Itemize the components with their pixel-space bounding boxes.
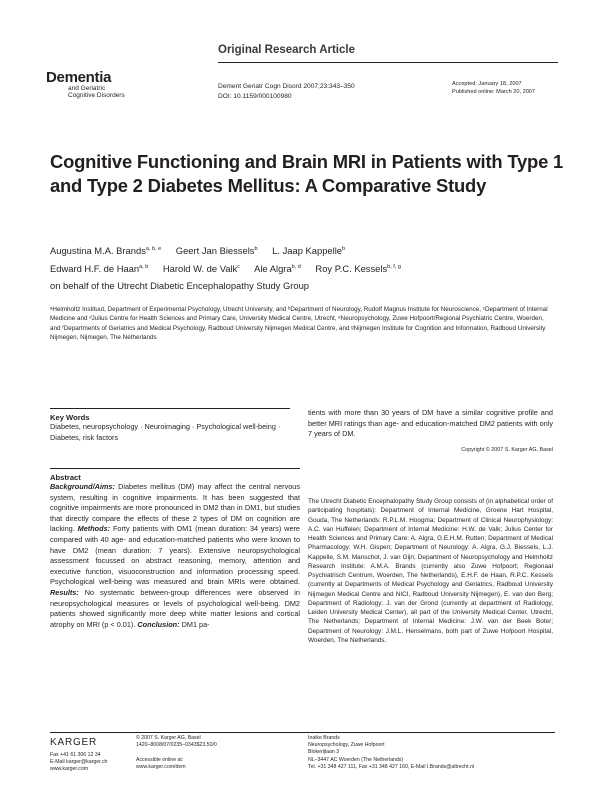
citation-block <box>218 82 355 101</box>
article-title: Cognitive Functioning and Brain MRI in Patients with Type 1 and Type 2 Diabetes Mellitus: A Comparative Study <box>50 151 564 196</box>
author: L. Jaap Kappelle$^b$ <box>272 245 346 256</box>
background-label: Background/Aims: <box>50 482 115 491</box>
corr-street: Blokerijlaan 3 <box>308 749 340 756</box>
abstract-body <box>50 482 300 630</box>
methods-label: Methods: <box>77 524 111 534</box>
author: Ale Algra$^{b, d}$ <box>254 263 301 274</box>
header-rule <box>218 62 558 63</box>
pub-online-url[interactable]: www.karger.com/dem <box>136 763 186 770</box>
dates-block <box>452 80 535 96</box>
author: Roy P.C. Kessels$^{b, f, g}$ <box>315 263 401 274</box>
corr-dept: Neuropsychology, Zuwe Hofpoort <box>308 742 385 749</box>
pub-copyright: © 2007 S. Karger AG, Basel <box>136 735 201 741</box>
corr-name: Inaike Brands <box>308 735 340 741</box>
corr-contact: Tel. +31 348 427 111, Fax +31 348 427 160, E-Mail I.Brands@altrecht.nl <box>308 763 474 770</box>
methods-text: Forty patients with DM1 (mean duration: 34 years) were compared with 40 age- and education-matched patients who were known to have DM2 (mean duration: 7 years). Extensive neuropsychological assessment focussed on abstract reasoning, memory, attention and executive function, visuoconstruction and information processing speed. Psychological well-being was measured and brain MRIs were obtained. <box>50 524 300 587</box>
journal-logo <box>46 70 125 99</box>
journal-logo-sub-2: Cognitive Disorders <box>68 92 125 99</box>
published-date: Published online: March 20, 2007 <box>452 89 536 95</box>
keywords-text: Diabetes, neuropsychology · Neuroimaging · Psychological well-being · Diabetes, risk factors <box>50 422 281 442</box>
journal-logo-main: Dementia <box>46 69 112 86</box>
author: Augustina M.A. Brands$^{a, b, e}$ <box>50 245 162 256</box>
author-list <box>50 241 570 294</box>
journal-logo-sub-1: and Geriatric <box>68 85 106 92</box>
copyright: Copyright © 2007 S. Karger AG, Basel <box>461 447 553 453</box>
results-text: No systematic between-group differences were observed in neuropsychological measures or levels of psychological well-being. DM2 patients showed significantly more deep white matter lesions and cortical atrophy on MRI (p < 0.01). <box>50 587 300 629</box>
publisher-logo: KARGER <box>50 737 98 748</box>
abstract-heading: Abstract <box>50 468 300 482</box>
author: Edward H.F. de Haan$^{a, b}$ <box>50 263 149 274</box>
pub-online-label: Accessible online at: <box>136 756 184 763</box>
pub-spacer <box>136 749 217 756</box>
publication-info <box>136 735 217 771</box>
results-label: Results: <box>50 587 79 597</box>
citation: Dement Geriatr Cogn Disord 2007;23:343–350 <box>218 83 355 90</box>
conclusion-text: DM1 pa- <box>179 619 210 629</box>
accepted-date: Accepted: January 18, 2007 <box>452 81 522 87</box>
footer-rule <box>50 732 555 733</box>
publisher-website[interactable]: www.karger.com <box>50 766 89 773</box>
article-type: Original Research Article <box>218 44 355 56</box>
abstract-continuation: tients with more than 30 years of DM have a similar cognitive profile and better MRI ratings than age- and education-matched DM2 patients with only 7 years of DM. <box>308 408 553 439</box>
author: Harold W. de Valk$^c$ <box>162 263 240 274</box>
doi[interactable]: DOI: 10.1159/000100980 <box>218 92 292 100</box>
author: Geert Jan Biessels$^b$ <box>175 245 258 256</box>
conclusion-label: Conclusion: <box>137 619 180 629</box>
publisher-fax: Fax +41 61 306 12 34 <box>50 752 101 758</box>
corr-city: NL–3447 AC Woerden (The Netherlands) <box>308 756 404 763</box>
correspondence <box>308 735 474 771</box>
study-group-note: The Utrecht Diabetic Encephalopathy Study Group consists of (in alphabetical order of participating hospitals): Department of Internal Medicine, Groene Hart Hospital, Gouda, The Netherlands: R.P.L.M. Hoogma; Department of Clinical Neurophysiology: A.C. van Huffelen; Department of Internal Medicine: H.W. de Valk; Julius Center for Health Sciences and Primary Care: A. Algra, G.E.H.M. Rutten; Department of Medical Pharmacology: W.H. Gispen; Department of Neurology: A. Algra, G.J. Biessels, L.J. Kappelle, S.M. Manschot, J. van Gijn; Department of Neuropsychology and Helmholtz Research Institute: A.M.A. Brands (currently also Zuwe Hofpoort; Regionaal Psychiatrisch Centrum, Woerden, The Netherlands), E.H.F. de Haan, R.P.C. Kessels (currently at Departments of Medical Psychology and Geriatrics, Radboud University Nijmegen Medical Centre and NICI, Radboud University Nijmegen), E. van den Berg; Department of Radiology: J. van der Grond (currently at department of Radiology, Leiden University Medical Center), all part of the University Medical Center, Utrecht, The Netherlands; Department of Internal Medicine: J.W. van der Beek Boter; Department of Neurology: J.M.L. Henselmans, both part of Zuwe Hofpoort Hospital, Woerden, The Netherlands. <box>308 498 553 644</box>
publisher-contact <box>50 752 107 774</box>
author-group: on behalf of the Utrecht Diabetic Encephalopathy Study Group <box>50 280 310 291</box>
keywords-heading: Key Words <box>50 408 290 422</box>
background-text: Diabetes mellitus (DM) may affect the central nervous system, resulting in cognitive impairments. It has been suggested that cognitive impairments are more pronounced in DM2 than in DM1, but studies that directly compare the effects of these 2 types of DM on cognition are lacking. <box>50 482 300 534</box>
affiliations: ᵃHelmholtz Instituut, Department of Experimental Psychology, Utrecht University, and ᵇDepartment of Neurology, Rudolf Magnus Institute for Neuroscience, ᶜDepartment of Internal Medicine and ᵈJulius Centre for Health Sciences and Primary Care, University Medical Centre, Utrecht, ᵉNeuropsychology, Zuwe Hofpoort/Regional Psychiatric Centre, Woerden, and ᶠDepartments of Geriatrics and Medical Psychology, Radboud University Nijmegen Medical Centre, and ᵍNijmegen Institute for Cognition and Information, Radboud University Nijmegen, Nijmegen, The Netherlands <box>50 306 548 342</box>
pub-issn: 1420–8008/07/0235–0343$23.50/0 <box>136 742 217 749</box>
publisher-email[interactable]: E-Mail karger@karger.ch <box>50 759 108 766</box>
